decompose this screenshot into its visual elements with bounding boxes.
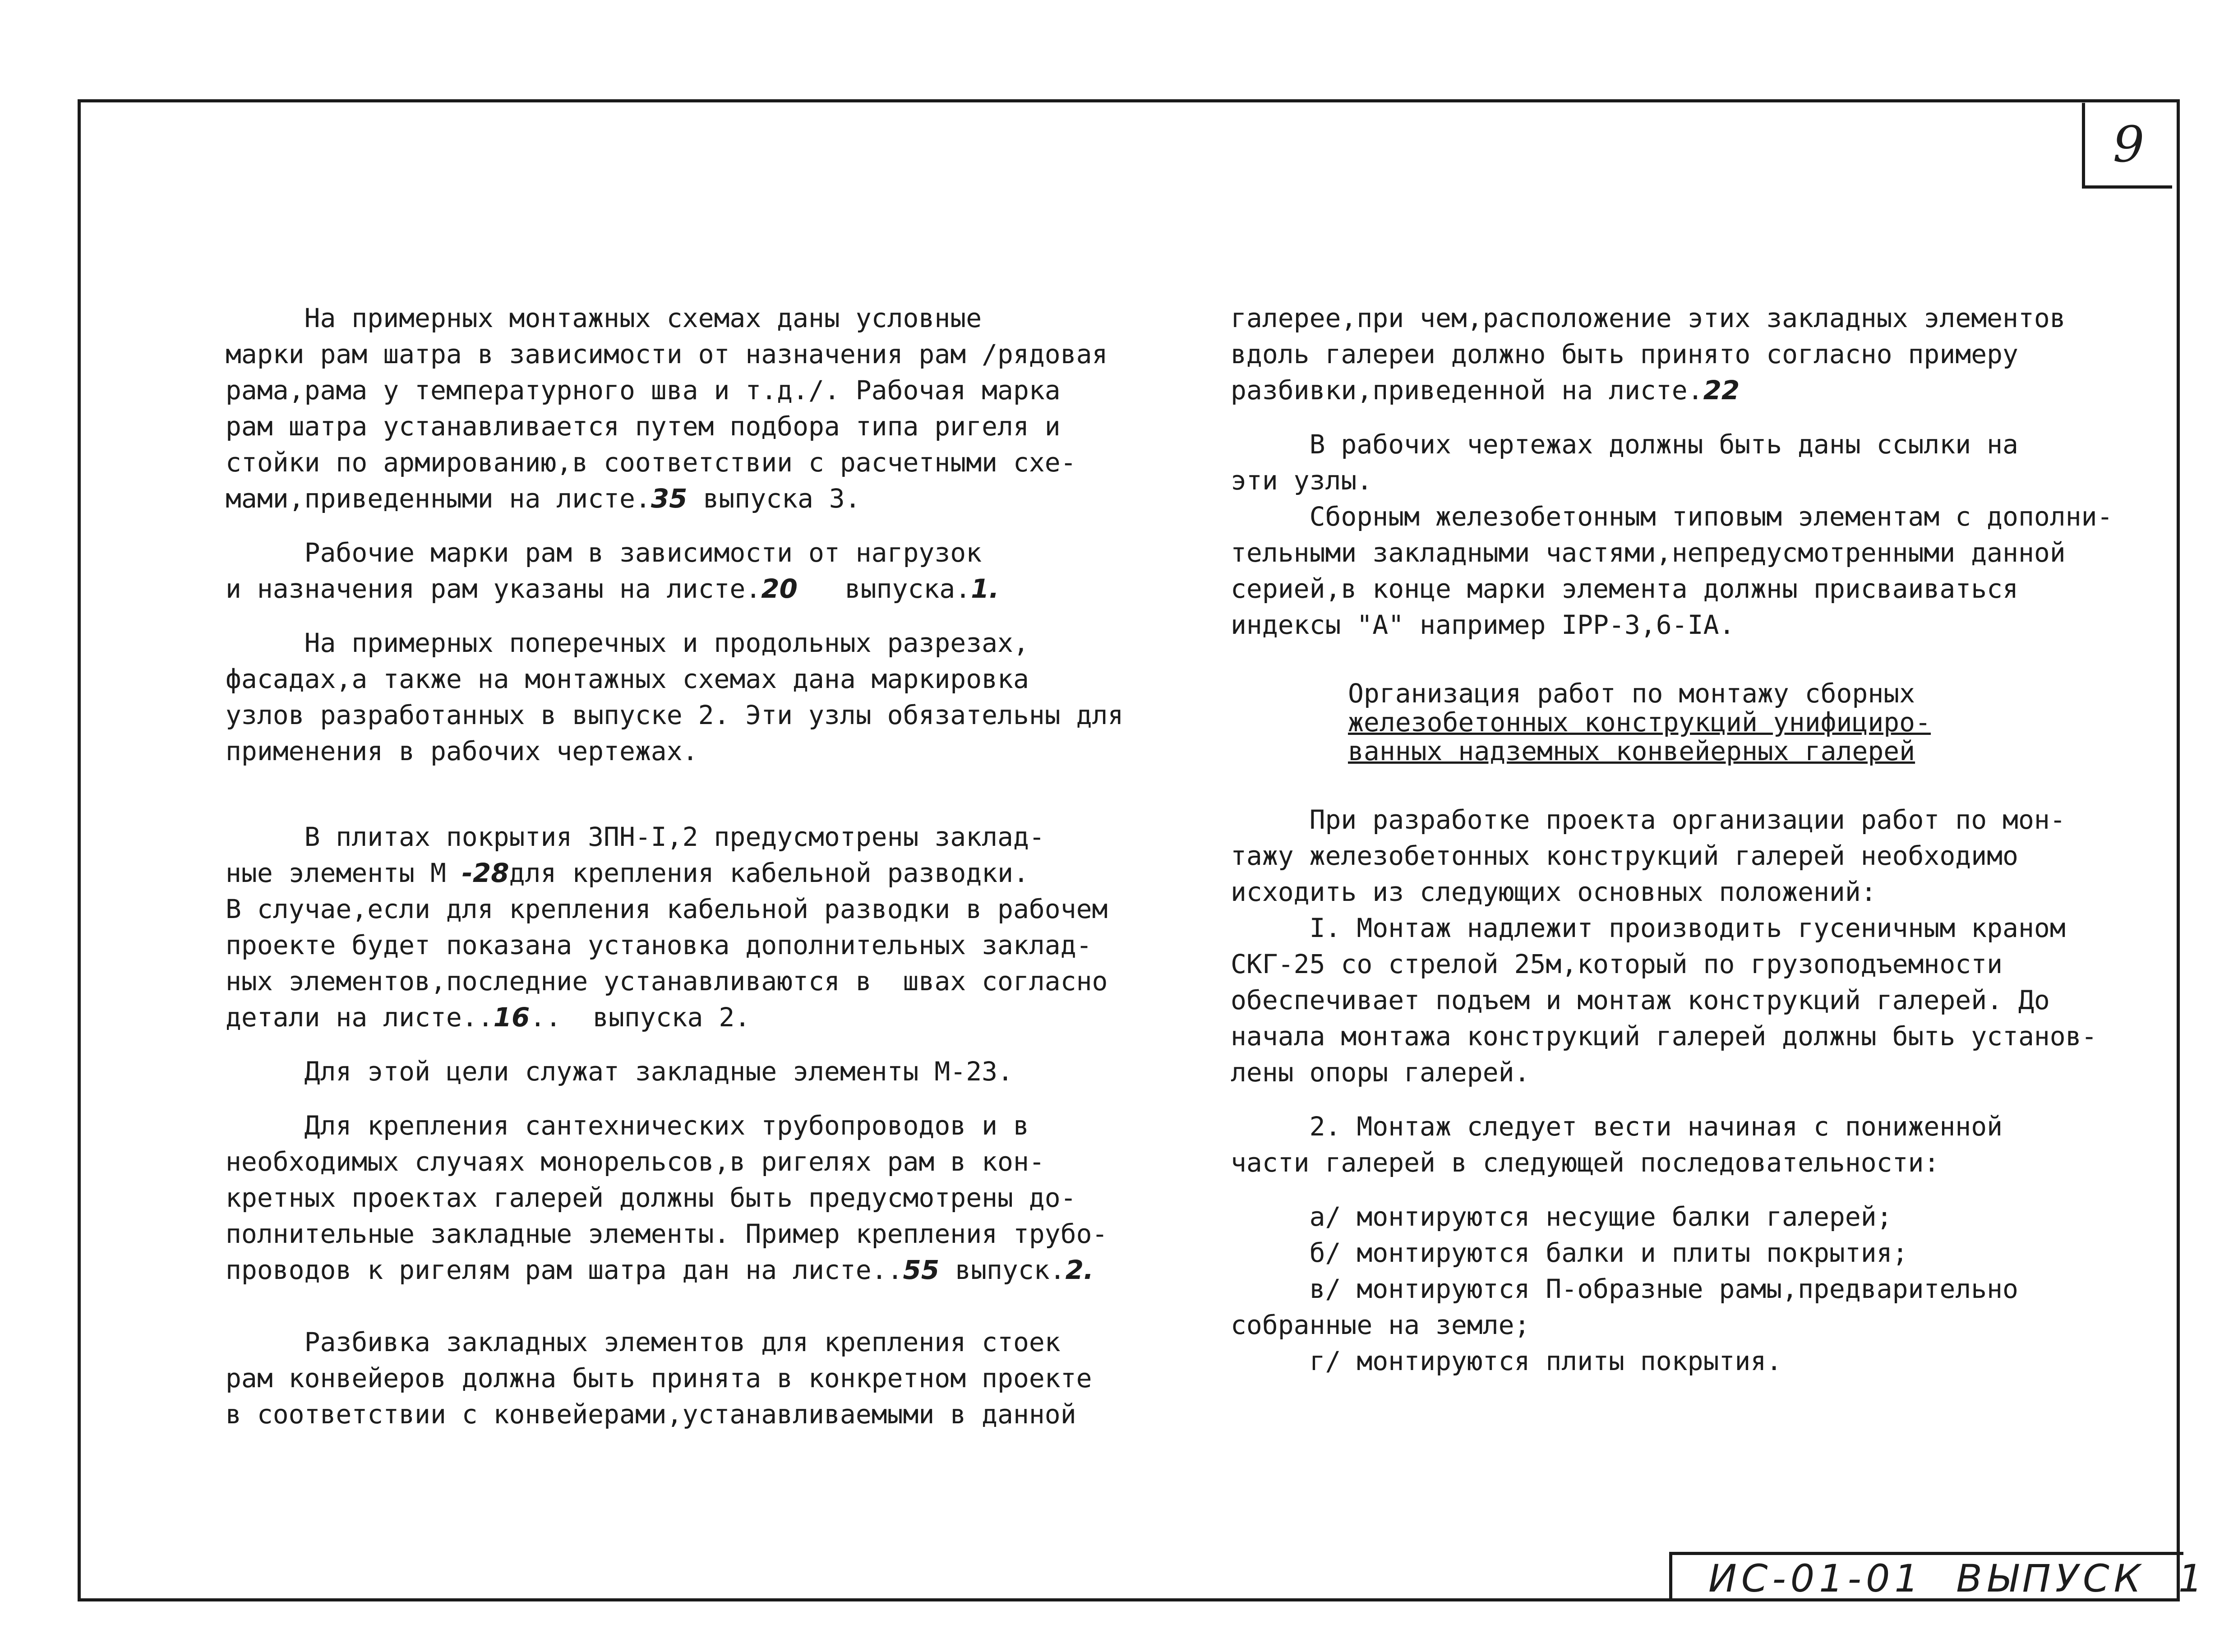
text-line: эти узлы. xyxy=(1231,465,1373,496)
text-line: обеспечивает подъем и монтаж конструкций галерей. До xyxy=(1231,985,2050,1015)
text-line: СКГ-25 со стрелой 25м,который по грузоподъемности xyxy=(1231,949,2003,979)
text-line: рама,рама у температурного шва и т.д./. Рабочая марка xyxy=(226,375,1061,406)
paragraph-3 xyxy=(226,625,1124,769)
text-line: серией,в конце марки элемента должны присваиваться xyxy=(1231,573,2018,604)
text-line: проекте будет показана установка дополнительных заклад- xyxy=(226,930,1092,960)
paragraph-1 xyxy=(226,300,1110,517)
text-line xyxy=(226,855,1110,891)
heading-line: железобетонных конструкций унифициро- xyxy=(1348,707,1931,738)
text-line: полнительные закладные элементы. Пример крепления трубо- xyxy=(226,1218,1108,1249)
text-span: проводов к ригелям рам шатра дан на листе.. xyxy=(226,1255,903,1285)
text-line: I. Монтаж надлежит производить гусеничным краном xyxy=(1231,913,2066,943)
text-line: узлов разработанных в выпуске 2. Эти узлы обязательны для xyxy=(226,700,1124,730)
list-item: в/ монтируются П-образные рамы,предварительно xyxy=(1231,1274,2018,1304)
list-item: г/ монтируются плиты покрытия. xyxy=(1231,1346,1782,1376)
handwritten-element-number: -28 xyxy=(461,858,509,888)
handwritten-sheet-number: 55 xyxy=(903,1255,940,1285)
text-line: рам конвейеров должна быть принята в конкретном проекте xyxy=(226,1363,1092,1394)
paragraph-7 xyxy=(226,1324,1110,1432)
text-line: части галерей в следующей последовательности: xyxy=(1231,1147,1940,1178)
text-line: ных элементов,последние устанавливаются в швах согласно xyxy=(226,966,1108,997)
handwritten-sheet-number: 20 xyxy=(761,573,798,604)
text-line: марки рам шатра в зависимости от назначения рам /рядовая xyxy=(226,339,1108,369)
text-line: применения в рабочих чертежах. xyxy=(226,736,698,766)
text-line: галерее,при чем,расположение этих закладных элементов xyxy=(1231,303,2066,333)
left-column xyxy=(226,300,1124,1432)
text-line: При разработке проекта организации работ по мон- xyxy=(1231,804,2066,835)
text-span: разбивки,приведенной на листе. xyxy=(1231,375,1703,406)
handwritten-issue-number: 2. xyxy=(1065,1255,1094,1285)
text-line: Сборным железобетонным типовым элементам с дополни- xyxy=(1231,501,2113,532)
text-line: тельными закладными частями,непредусмотренными данной xyxy=(1231,537,2066,568)
text-line xyxy=(1231,372,2088,408)
text-line: индексы "А" например IPP-3,6-IA. xyxy=(1231,609,1735,640)
text-line: тажу железобетонных конструкций галерей необходимо xyxy=(1231,840,2018,871)
section-heading xyxy=(1348,679,2088,766)
paragraph-4 xyxy=(226,819,1110,1035)
stamp-text: ИС-01-01 ВЫПУСК 1 xyxy=(1708,1556,2207,1601)
text-span: и назначения рам указаны на листе. xyxy=(226,573,761,604)
paragraph-1 xyxy=(1231,300,2088,408)
text-line: В случае,если для крепления кабельной разводки в рабочем xyxy=(226,894,1108,924)
handwritten-issue-number: 1. xyxy=(971,573,999,604)
paragraph-6 xyxy=(1231,1199,2088,1379)
text-line: На примерных монтажных схемах даны условные xyxy=(226,303,982,333)
paragraph-4 xyxy=(1231,802,2097,1090)
text-line xyxy=(226,571,1110,607)
text-span: выпуска. xyxy=(797,573,971,604)
list-item: б/ монтируются балки и плиты покрытия; xyxy=(1231,1237,1908,1268)
handwritten-sheet-number: 16 xyxy=(493,1002,530,1033)
handwritten-sheet-number: 22 xyxy=(1703,375,1740,406)
text-line: На примерных поперечных и продольных разрезах, xyxy=(226,628,1029,658)
page-number-box xyxy=(2082,103,2172,189)
heading-line: ванных надземных конвейерных галерей xyxy=(1348,736,1915,766)
text-line: вдоль галереи должно быть принято согласно примеру xyxy=(1231,339,2018,369)
text-line: Для крепления сантехнических трубопроводов и в xyxy=(226,1110,1029,1141)
text-line: кретных проектах галерей должны быть предусмотрены до- xyxy=(226,1182,1076,1213)
text-span: ные элементы М xyxy=(226,858,462,888)
text-span: .. выпуска 2. xyxy=(530,1002,751,1033)
text-line: 2. Монтаж следует вести начиная с пониженной xyxy=(1231,1111,2003,1142)
text-line: рам шатра устанавливается путем подбора типа ригеля и xyxy=(226,411,1061,442)
text-line: стойки по армированию,в соответствии с расчетными схе- xyxy=(226,447,1076,478)
paragraph-5 xyxy=(1231,1108,2088,1181)
text-line: В плитах покрытия ЗПН-I,2 предусмотрены заклад- xyxy=(226,821,1045,852)
text-line: В рабочих чертежах должны быть даны ссылки на xyxy=(1231,429,2018,460)
handwritten-sheet-number: 35 xyxy=(651,483,688,514)
heading-line: Организация работ по монтажу сборных xyxy=(1348,678,1915,709)
text-line xyxy=(226,1252,1110,1288)
text-line: исходить из следующих основных положений: xyxy=(1231,877,1877,907)
text-line xyxy=(226,480,1110,517)
text-line: фасадах,а также на монтажных схемах дана маркировка xyxy=(226,664,1029,694)
text-line: начала монтажа конструкций галерей должны быть установ- xyxy=(1231,1021,2097,1052)
text-line: Разбивка закладных элементов для крепления стоек xyxy=(226,1327,1061,1357)
text-span: выпуска 3. xyxy=(687,483,861,514)
list-item: а/ монтируются несущие балки галерей; xyxy=(1231,1201,1892,1232)
text-line: Рабочие марки рам в зависимости от нагрузок xyxy=(226,537,982,568)
paragraph-3 xyxy=(1231,498,2113,643)
text-span: мами,приведенными на листе. xyxy=(226,483,651,514)
right-column xyxy=(1231,300,2113,1379)
page-number: 9 xyxy=(2113,115,2145,173)
paragraph-2 xyxy=(1231,426,2088,498)
text-line: в соответствии с конвейерами,устанавливаемыми в данной xyxy=(226,1399,1076,1430)
text-span: для крепления кабельной разводки. xyxy=(509,858,1029,888)
title-block-stamp xyxy=(1669,1552,2207,1601)
paragraph-5: Для этой цели служат закладные элементы М-23. xyxy=(226,1056,1013,1087)
text-span: выпуск. xyxy=(939,1255,1066,1285)
text-line xyxy=(226,999,1110,1035)
paragraph-6 xyxy=(226,1107,1110,1288)
list-item: собранные на земле; xyxy=(1231,1310,1530,1340)
text-line: необходимых случаях монорельсов,в ригелях рам в кон- xyxy=(226,1146,1045,1177)
text-line: лены опоры галерей. xyxy=(1231,1057,1530,1088)
paragraph-2 xyxy=(226,535,1110,607)
text-span: детали на листе.. xyxy=(226,1002,494,1033)
